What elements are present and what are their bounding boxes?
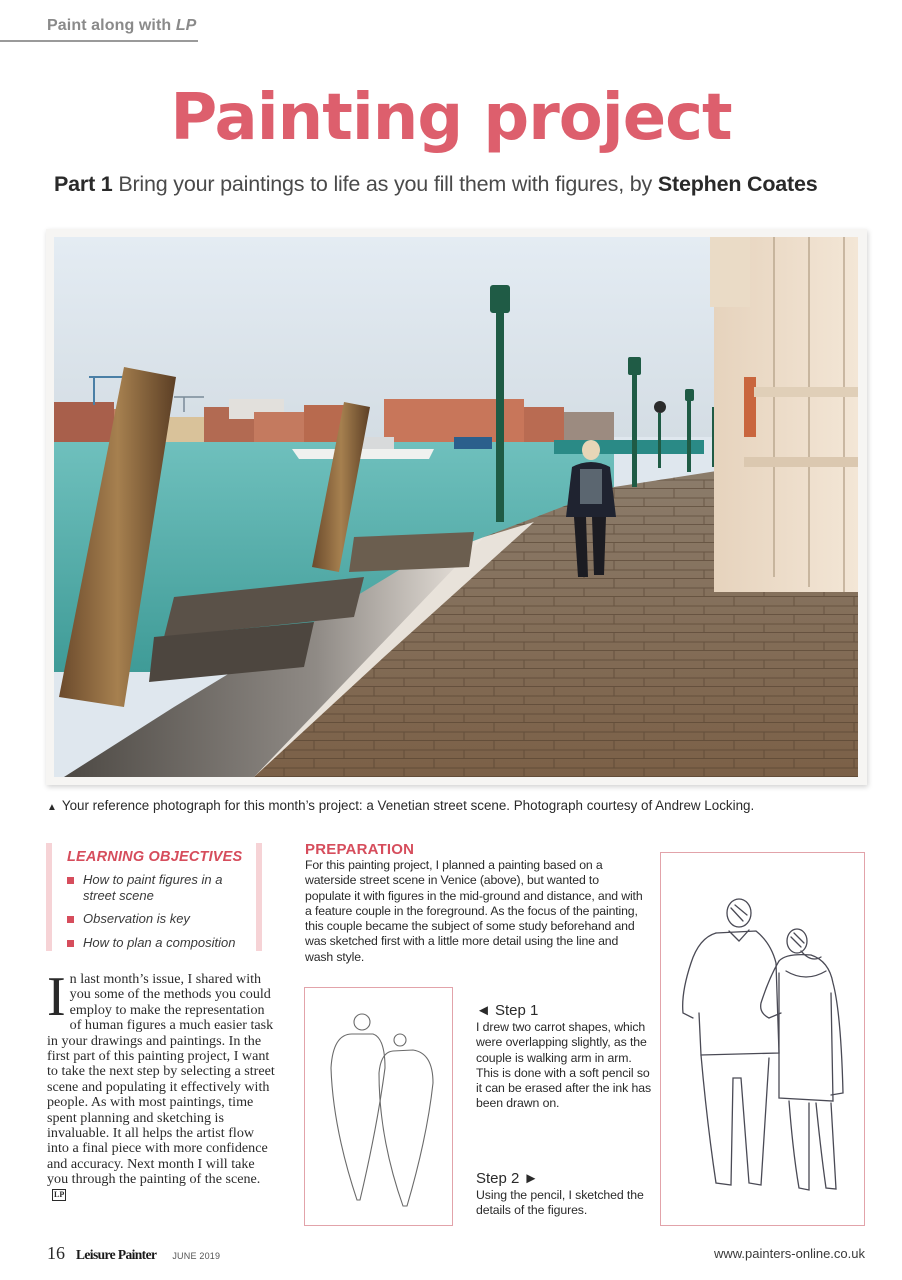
preparation-text: For this painting project, I planned a painting based on a waterside street scene in Venice (above), but wanted to populate it with figures in the mid-ground and distance, and with a feature couple in the foreground. As the focus of the painting, this couple became the subject of some study beforehand and was sketched first with a little more detail using the line and wash style. (305, 858, 643, 964)
article-subtitle (54, 172, 818, 197)
issue-date: JUNE 2019 (172, 1251, 221, 1261)
objective-item: How to plan a composition (67, 935, 257, 951)
section-tag-label: Paint along with LP (47, 17, 197, 34)
caption-triangle-icon: ▲ (47, 802, 57, 813)
subtitle-part: Part 1 (54, 172, 113, 196)
step-2 (476, 1170, 651, 1219)
preparation-heading: PREPARATION (305, 841, 415, 858)
intro-text: n last month’s issue, I shared with you some of the methods you could employ to make the representation of human figures a much easier task in your drawings and paintings. In the first part of this painting project, I want to take the next step by selecting a street scene and populating it effectively with people. As with most paintings, time spent planning and sketching is invaluable. It all helps the artist flow into a final piece with more confidence and accuracy. Next month I will take you through the painting of the scene. (47, 971, 275, 1188)
subtitle-author: Stephen Coates (657, 172, 818, 196)
objective-item: How to paint figures in a street scene (67, 872, 257, 903)
intro-paragraph (47, 966, 275, 1203)
carrot-shapes-sketch (305, 988, 452, 1225)
learning-objectives-box (46, 843, 262, 951)
photo-caption (47, 798, 754, 813)
step-1-text: I drew two carrot shapes, which were overlapping slightly, as the couple is walking arm in arm. This is done with a soft pencil so it can be erased after the ink has been drawn on. (476, 1020, 652, 1111)
preparation-section (305, 841, 645, 965)
sketch-step-2 (660, 852, 865, 1226)
footer-left (47, 1243, 220, 1264)
page-number: 16 (47, 1243, 65, 1263)
website-link[interactable]: www.painters-online.co.uk (713, 1246, 865, 1261)
sketch-step-1 (304, 987, 453, 1226)
caption-text: Your reference photograph for this month’s project: a Venetian street scene. Photograph courtesy of Andrew Locking. (61, 798, 755, 813)
step-1-heading: ◄ Step 1 (476, 1002, 539, 1019)
objectives-heading: LEARNING OBJECTIVES (67, 849, 243, 865)
step-2-text: Using the pencil, I sketched the details of the figures. (476, 1188, 644, 1218)
step-1 (476, 1002, 651, 1112)
article-title: Painting project (170, 81, 732, 155)
subtitle-text: Bring your paintings to life as you fill them with figures, by (112, 172, 658, 196)
section-tag (0, 14, 198, 42)
couple-pencil-sketch (661, 853, 864, 1225)
end-mark-icon: LP (54, 1189, 65, 1199)
drop-cap: I (47, 966, 66, 1028)
reference-photo-frame (46, 229, 867, 785)
objectives-list (67, 872, 257, 958)
reference-photo (54, 237, 858, 777)
step-2-heading: Step 2 ► (476, 1170, 539, 1187)
objective-item: Observation is key (67, 911, 257, 927)
magazine-name: Leisure Painter (76, 1247, 157, 1262)
